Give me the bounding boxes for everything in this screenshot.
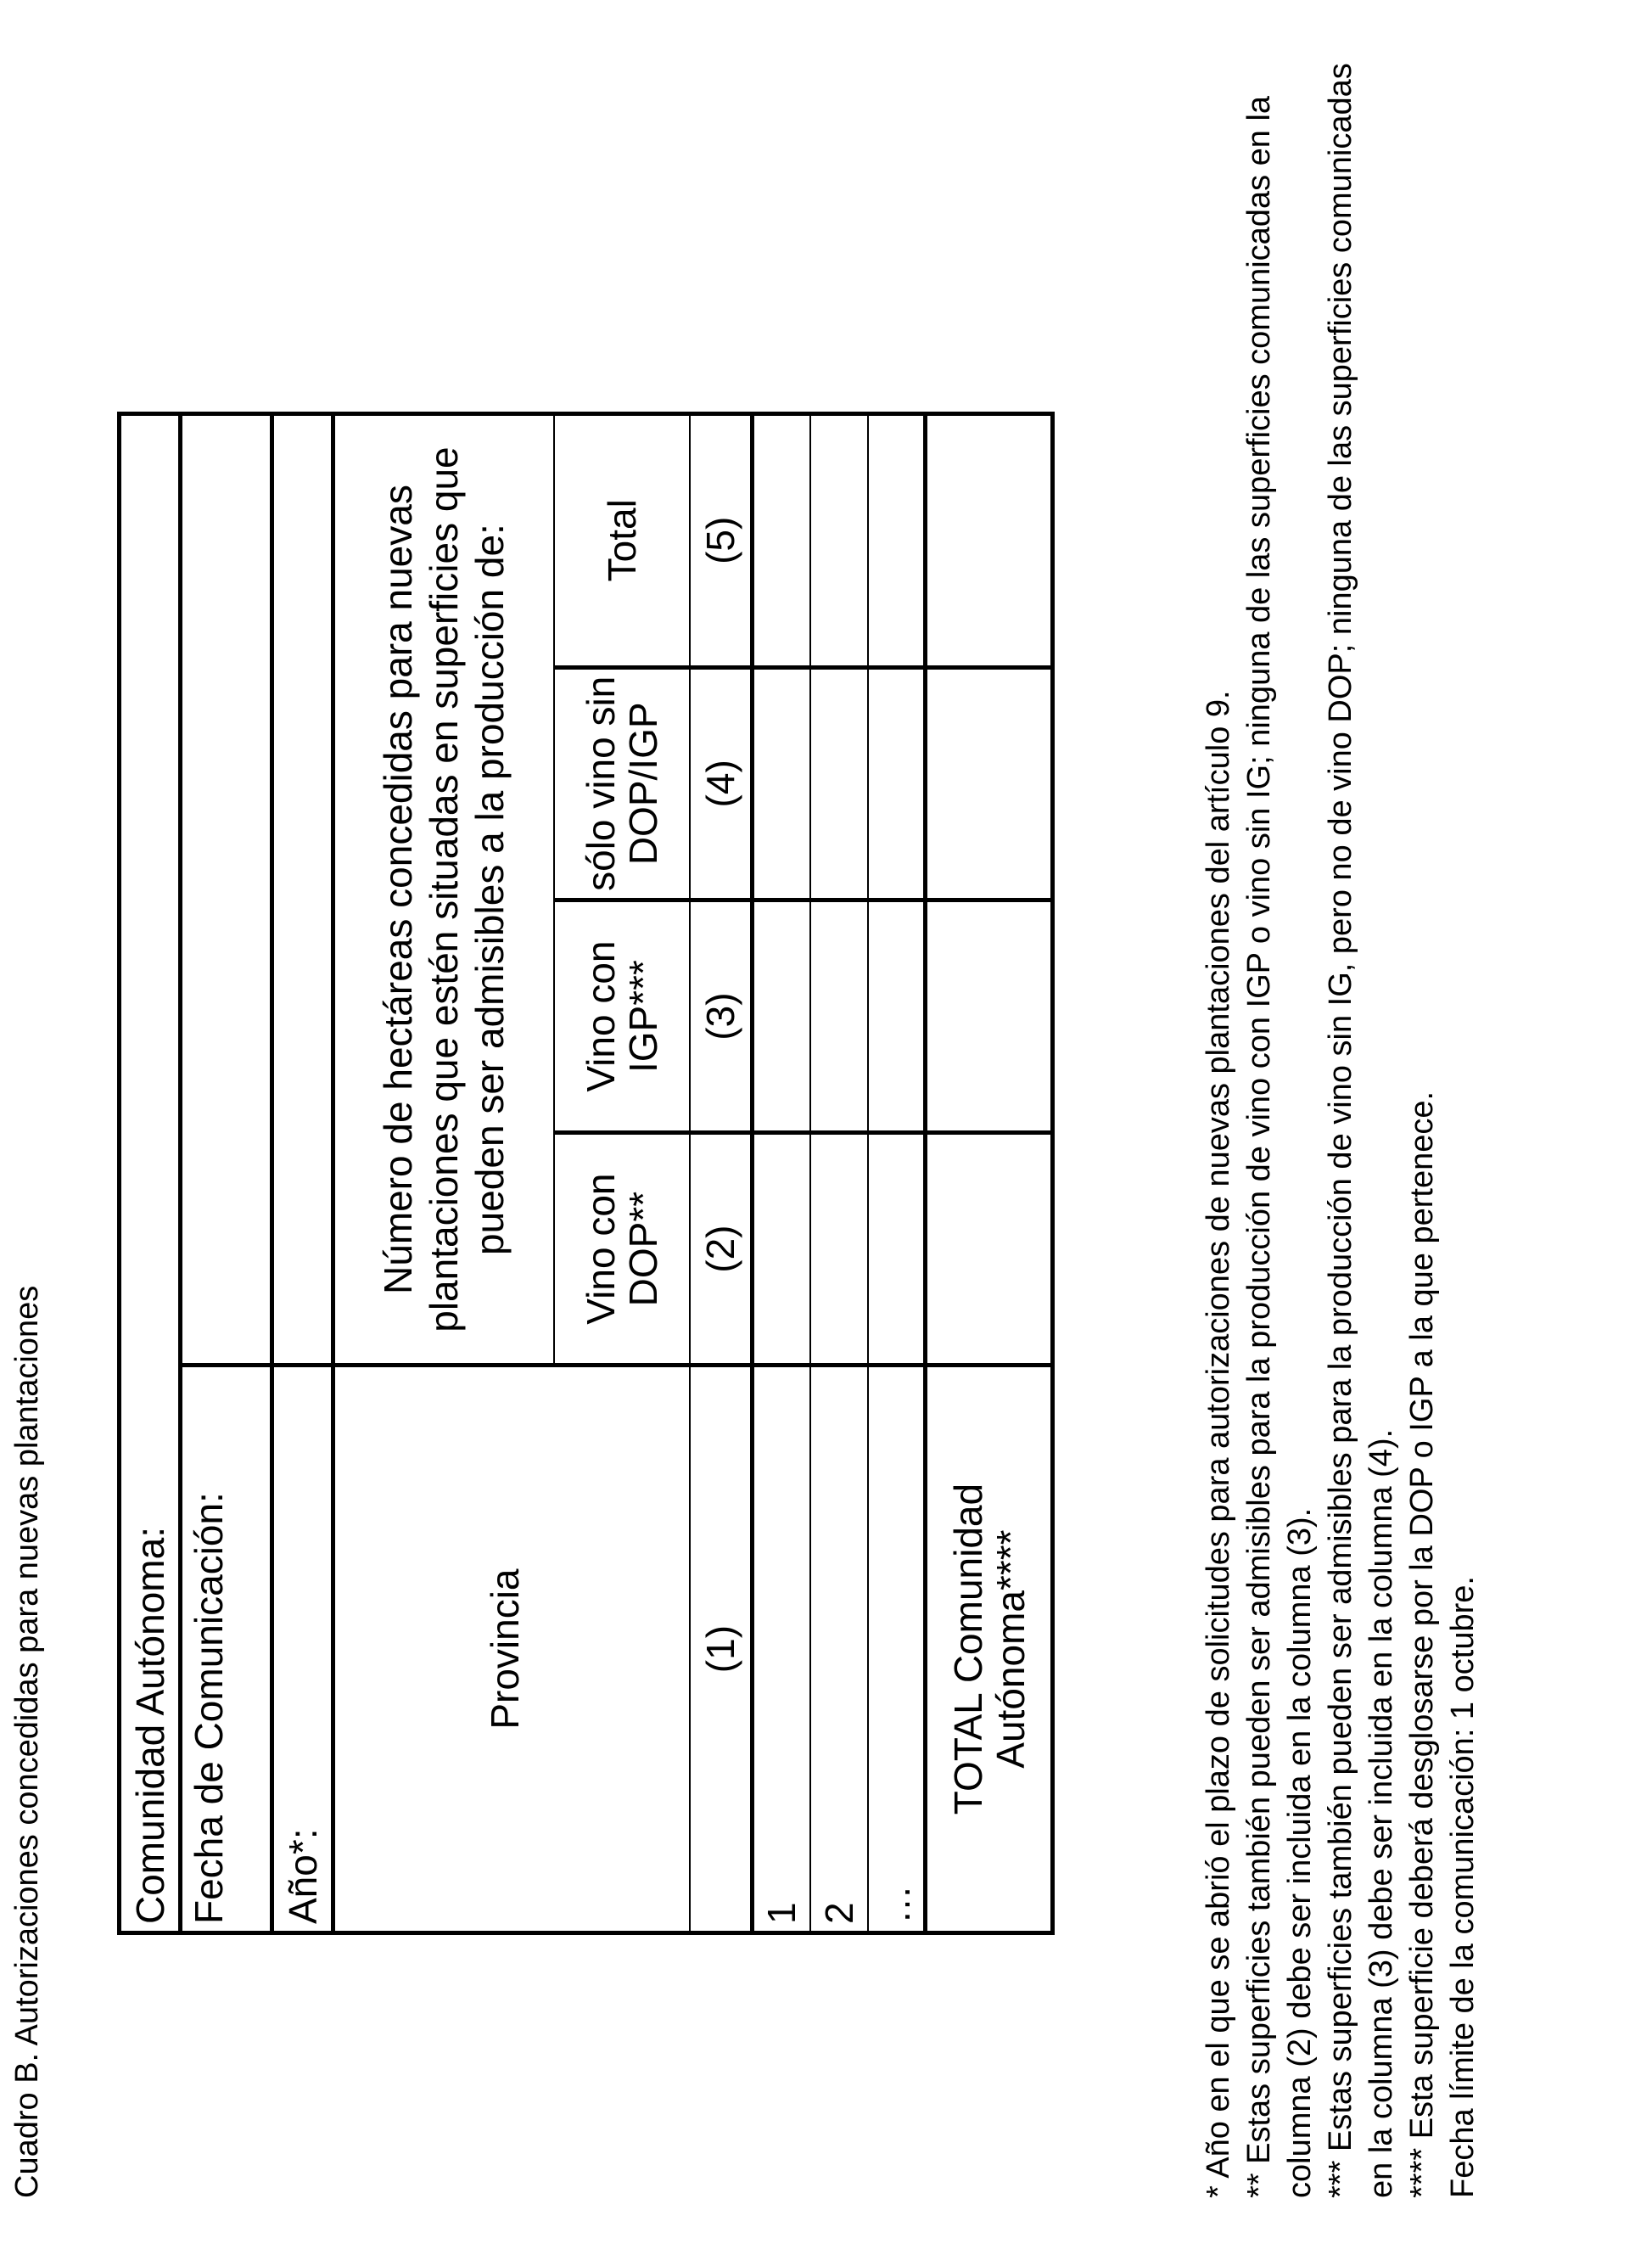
authorizations-table <box>117 412 1055 1935</box>
col-number-2: (2) <box>690 1133 753 1366</box>
column-number-row <box>690 414 753 1933</box>
row-label-2: 2 <box>810 1366 868 1933</box>
total-col-3-cell[interactable] <box>926 900 1053 1133</box>
col-dop-header: Vino con DOP** <box>554 1133 690 1366</box>
total-row <box>926 414 1053 1933</box>
data-row-1 <box>753 414 810 1933</box>
col-number-4: (4) <box>690 667 753 900</box>
row-3-col-4-cell[interactable] <box>868 667 926 900</box>
data-row-2 <box>810 414 868 1933</box>
row-label-1: 1 <box>753 1366 810 1933</box>
footnotes <box>1198 25 1483 2198</box>
footnote-4: **** Esta superficie deberá desglosarse por la DOP o IGP a la que pertenece. <box>1404 1091 1440 2198</box>
row-3-col-5-cell[interactable] <box>868 414 926 668</box>
row-1-col-3-cell[interactable] <box>753 900 810 1133</box>
col-igp-header: Vino con IGP*** <box>554 900 690 1133</box>
row-2-col-2-cell[interactable] <box>810 1133 868 1366</box>
hectareas-group-header: Número de hectáreas concedidas para nuevas plantaciones que estén situadas en superficies que pueden ser admisibles a la producción de: <box>333 414 554 1366</box>
anio-value-field[interactable] <box>272 414 333 1366</box>
comunidad-row <box>120 414 181 1933</box>
row-3-col-3-cell[interactable] <box>868 900 926 1133</box>
col-provincia-header: Provincia <box>333 1366 690 1933</box>
col-number-5: (5) <box>690 414 753 668</box>
row-1-col-4-cell[interactable] <box>753 667 810 900</box>
col-number-1: (1) <box>690 1366 753 1933</box>
row-2-col-3-cell[interactable] <box>810 900 868 1133</box>
table-caption: Cuadro B. Autorizaciones concedidas para nuevas plantaciones <box>9 1285 45 2198</box>
row-1-col-5-cell[interactable] <box>753 414 810 668</box>
fecha-row <box>181 414 272 1933</box>
footnote-1: * Año en el que se abrió el plazo de solicitudes para autorizaciones de nuevas plantaciones del artículo 9. <box>1201 690 1236 2198</box>
anio-row <box>272 414 333 1933</box>
footnote-2: ** Estas superficies también pueden ser admisibles para la producción de vino con IGP o vino sin IG; ninguna de las superficies comunicadas en la columna (2) debe ser incluida en la columna (3). <box>1241 95 1318 2198</box>
row-3-col-2-cell[interactable] <box>868 1133 926 1366</box>
total-col-2-cell[interactable] <box>926 1133 1053 1366</box>
fecha-label: Fecha de Comunicación: <box>181 1366 272 1933</box>
footnote-3: *** Estas superficies también pueden ser admisibles para la producción de vino sin IG, pero no de vino DOP; ninguna de las superficies comunicadas en la columna (3) debe ser incluida en la columna (4). <box>1323 63 1399 2198</box>
col-sin-dop-igp-header: sólo vino sin DOP/IGP <box>554 667 690 900</box>
col-number-3: (3) <box>690 900 753 1133</box>
anio-label: Año*: <box>272 1366 333 1933</box>
data-row-ellipsis <box>868 414 926 1933</box>
row-1-col-2-cell[interactable] <box>753 1133 810 1366</box>
total-col-5-cell[interactable] <box>926 414 1053 668</box>
group-header-row <box>333 414 554 1933</box>
fecha-value-field[interactable] <box>181 414 272 1366</box>
total-label: TOTAL Comunidad Autónoma**** <box>926 1366 1053 1933</box>
total-col-4-cell[interactable] <box>926 667 1053 900</box>
row-label-ellipsis: … <box>868 1366 926 1933</box>
col-total-header: Total <box>554 414 690 668</box>
row-2-col-5-cell[interactable] <box>810 414 868 668</box>
row-2-col-4-cell[interactable] <box>810 667 868 900</box>
comunidad-label: Comunidad Autónoma: <box>120 414 181 1933</box>
deadline-note: Fecha límite de la comunicación: 1 octubre. <box>1445 1576 1481 2198</box>
